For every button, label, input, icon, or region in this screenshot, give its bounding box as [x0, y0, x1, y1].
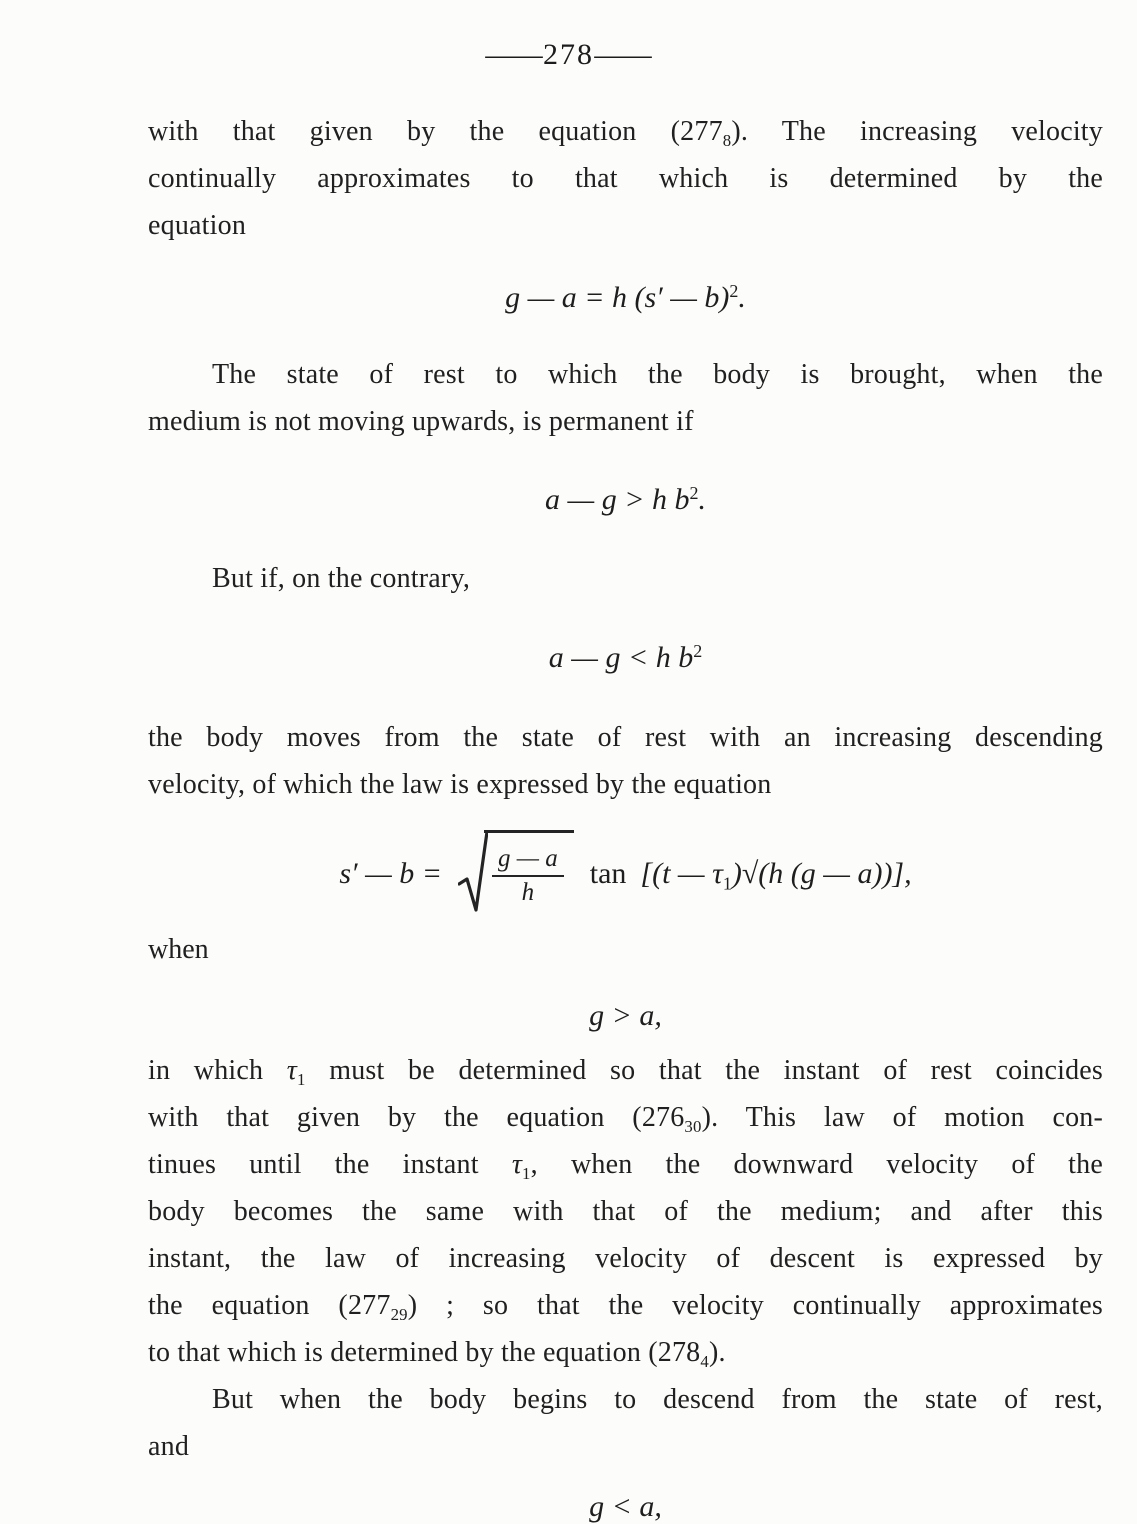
label-and: and: [148, 1431, 190, 1462]
text-line: But if, on the contrary,: [212, 563, 471, 594]
header-dash-right: —: [594, 38, 652, 71]
text-run: ).: [708, 1337, 726, 1368]
text-line: velocity, of which the law is expressed by the equation: [148, 769, 772, 800]
text-run: in which: [148, 1055, 287, 1086]
equation-body: g < a,: [589, 1490, 662, 1523]
header-dash-left: —: [485, 38, 543, 71]
paragraph-2: [148, 351, 1103, 445]
equation-punctuation: .: [698, 483, 706, 516]
text-line: continually approximates to that which is determined by the: [148, 163, 1103, 194]
page-header: [0, 0, 1137, 80]
text-line: [148, 108, 1103, 155]
paragraph-3: [148, 555, 1103, 602]
text-run: with that given by the equation (276: [148, 1102, 685, 1133]
equation-rest-condition: [148, 475, 1103, 525]
text-run: ). This law of motion con-: [701, 1102, 1103, 1133]
equation-tangent-law: [148, 822, 1103, 926]
equation-body: g > a,: [589, 999, 662, 1032]
text-line: The state of rest to which the body is brought, when the: [212, 359, 1103, 390]
equation-lhs: s′ — b =: [339, 857, 443, 890]
text-line: But when the body begins to descend from the state of rest,: [212, 1384, 1103, 1415]
paragraph-1: [148, 108, 1103, 249]
text-line: [148, 1047, 1103, 1094]
tau-subscript: 1: [722, 873, 732, 894]
radicand: [484, 830, 574, 908]
page-number: 278: [543, 38, 594, 71]
text-run: the equation (277: [148, 1290, 391, 1321]
radical-expression: [458, 830, 574, 918]
exponent: 2: [689, 483, 699, 504]
tau-subscript: 1: [297, 1069, 306, 1089]
equation-punctuation: .: [738, 281, 746, 314]
equation-body: g — a = h (s′ — b): [505, 281, 730, 314]
paragraph-6: [148, 1376, 1103, 1470]
equation-ref-subscript: 4: [700, 1351, 709, 1371]
equation-g-greater-a: [148, 993, 1103, 1039]
text-line: equation: [148, 210, 247, 241]
text-run: ) ; so that the velocity continually approximates: [407, 1290, 1103, 1321]
text-run: to that which is determined by the equation (278: [148, 1337, 701, 1368]
text-run: [(t — τ: [640, 857, 723, 890]
equation-ref-subscript: 29: [390, 1304, 408, 1324]
text-block: [0, 108, 1137, 1524]
tau-symbol: τ: [286, 1055, 298, 1086]
text-run: with that given by the equation (277: [148, 116, 723, 147]
equation-velocity-limit: [148, 273, 1103, 323]
exponent: 2: [729, 281, 739, 302]
label-when: when: [148, 934, 209, 965]
fraction-denominator: h: [521, 879, 535, 906]
exponent: 2: [693, 641, 703, 662]
equation-ref-subscript: 8: [722, 130, 732, 150]
equation-descent-condition: [148, 636, 1103, 680]
fraction-numerator: g — a: [492, 844, 564, 877]
tau-subscript: 1: [522, 1163, 531, 1183]
text-line: body becomes the same with that of the medium; and after this: [148, 1196, 1103, 1227]
equation-ref-subscript: 30: [684, 1116, 702, 1136]
text-run: , when the downward velocity of the: [530, 1149, 1103, 1180]
text-line: [148, 1282, 1103, 1329]
paragraph-5: [148, 1047, 1103, 1376]
equation-g-less-a: [148, 1484, 1103, 1524]
equation-argument: [640, 857, 912, 894]
text-line: [148, 1141, 1103, 1188]
text-line: the body moves from the state of rest with an increasing descending: [148, 722, 1103, 753]
text-run: tinues until the instant: [148, 1149, 512, 1180]
text-line: instant, the law of increasing velocity of descent is expressed by: [148, 1243, 1103, 1274]
tangent-function-label: tan: [589, 857, 627, 890]
text-line: [148, 1094, 1103, 1141]
equation-body: a — g > h b: [545, 483, 690, 516]
text-run: must be determined so that the instant of rest coincides: [305, 1055, 1103, 1086]
paragraph-4: [148, 714, 1103, 808]
equation-body: a — g < h b: [548, 641, 694, 674]
text-line: [148, 1329, 1103, 1376]
fraction: [492, 844, 564, 908]
text-run: ). The increasing velocity: [731, 116, 1103, 147]
text-run: )√(h (g — a))],: [731, 857, 912, 890]
text-line: medium is not moving upwards, is permanent if: [148, 406, 694, 437]
tau-symbol: τ: [511, 1149, 523, 1180]
